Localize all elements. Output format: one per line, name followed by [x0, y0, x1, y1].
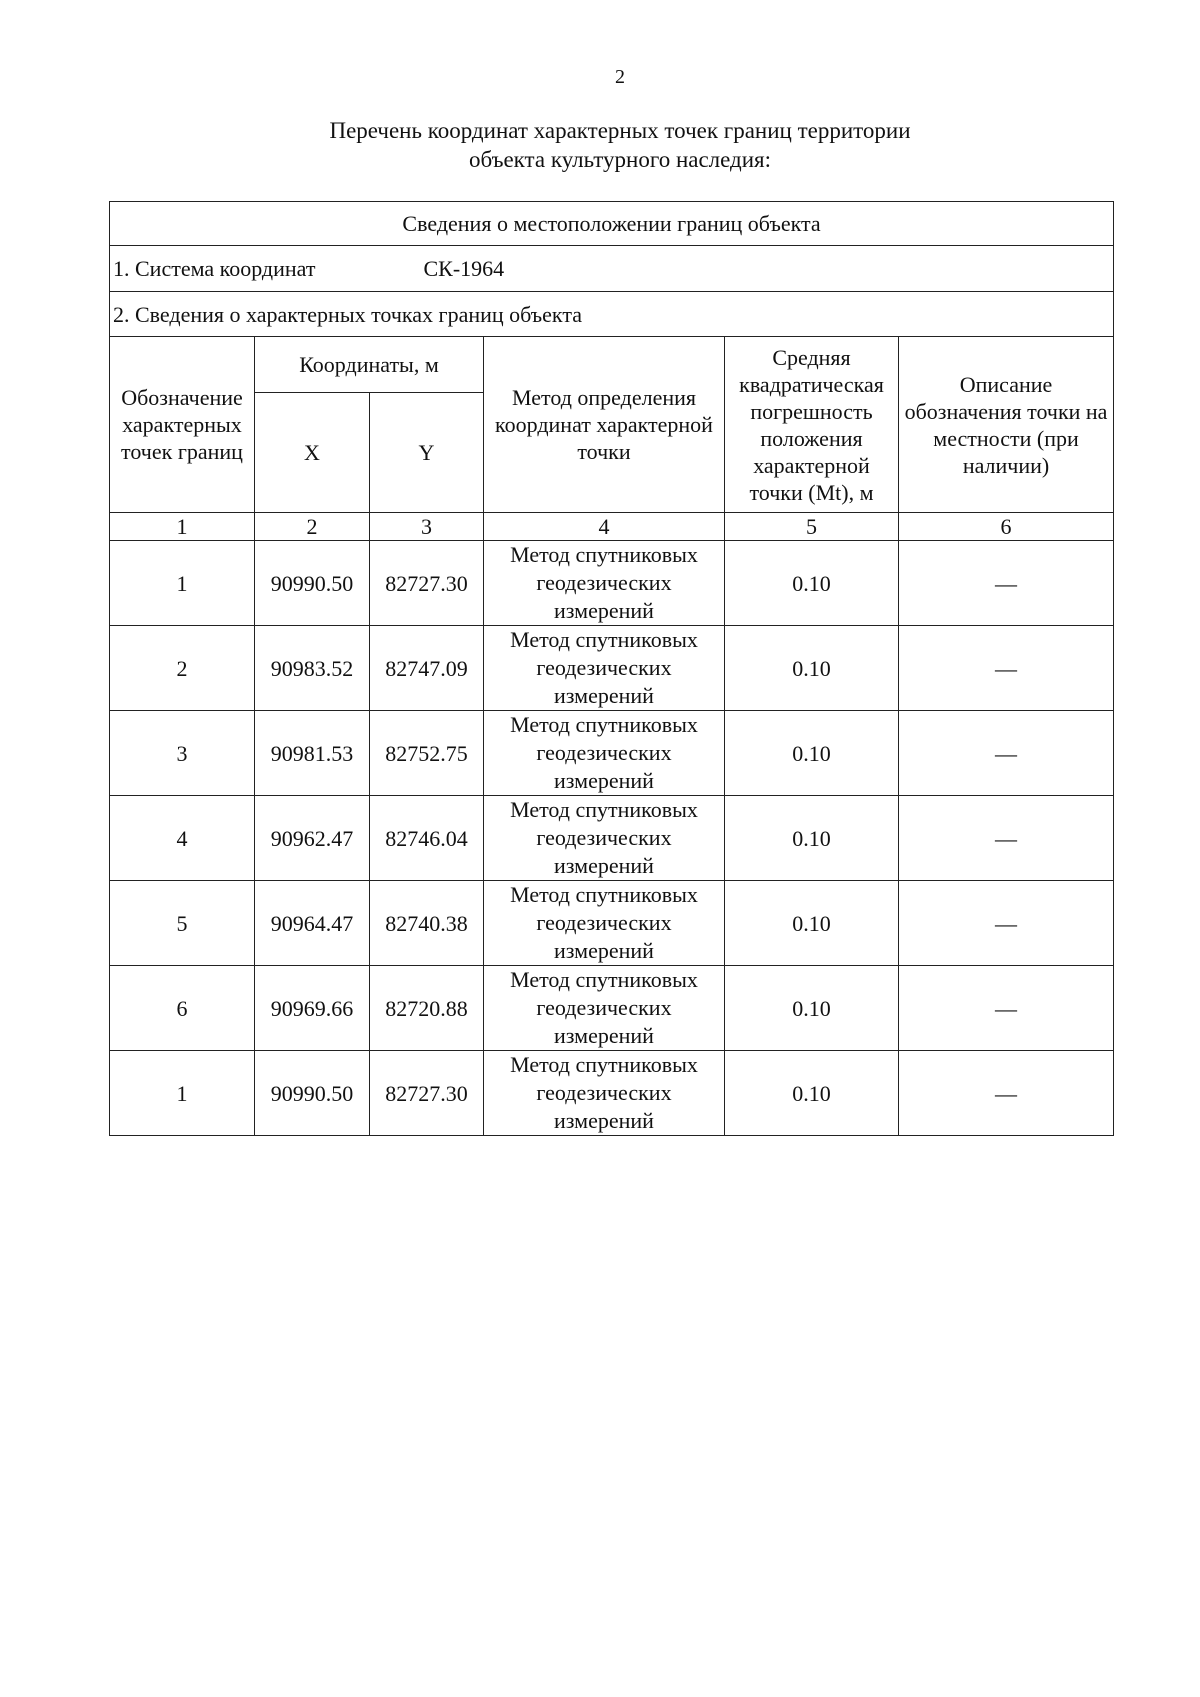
y-coordinate: 82740.38: [370, 881, 484, 966]
y-coordinate: 82747.09: [370, 626, 484, 711]
error-cell: 0.10: [725, 966, 899, 1051]
header-error: Средняя квадратическая погрешность положения характерной точки (Mt), м: [725, 337, 899, 513]
document-title-line-1: Перечень координат характерных точек границ территории: [329, 118, 911, 143]
table-row: [110, 1051, 1114, 1136]
y-coordinate: 82727.30: [370, 541, 484, 626]
point-number: 1: [110, 541, 255, 626]
y-coordinate: 82746.04: [370, 796, 484, 881]
column-number: 2: [255, 513, 370, 541]
column-number: 1: [110, 513, 255, 541]
point-number: 2: [110, 626, 255, 711]
point-number: 5: [110, 881, 255, 966]
table-row: [110, 711, 1114, 796]
column-number-row: [110, 513, 1114, 541]
error-cell: 0.10: [725, 541, 899, 626]
table-row: [110, 626, 1114, 711]
page-number: 2: [615, 66, 625, 88]
point-number: 1: [110, 1051, 255, 1136]
coordinates-table: [109, 201, 1114, 1136]
y-coordinate: 82720.88: [370, 966, 484, 1051]
table-row: [110, 966, 1114, 1051]
x-coordinate: 90962.47: [255, 796, 370, 881]
method-cell: Метод спутниковых геодезических измерений: [484, 1051, 725, 1136]
table-row: [110, 541, 1114, 626]
header-method: Метод определения координат характерной точки: [484, 337, 725, 513]
description-cell: —: [899, 626, 1114, 711]
table-row: [110, 796, 1114, 881]
description-cell: —: [899, 881, 1114, 966]
header-x: X: [255, 393, 370, 513]
column-number: 6: [899, 513, 1114, 541]
column-number: 5: [725, 513, 899, 541]
method-cell: Метод спутниковых геодезических измерений: [484, 796, 725, 881]
header-designation: Обозначение характерных точек границ: [110, 337, 255, 513]
y-coordinate: 82752.75: [370, 711, 484, 796]
points-header: 2. Сведения о характерных точках границ объекта: [110, 292, 1114, 337]
column-number: 4: [484, 513, 725, 541]
x-coordinate: 90983.52: [255, 626, 370, 711]
error-cell: 0.10: [725, 711, 899, 796]
coordinate-system-value: СК-1964: [423, 256, 505, 281]
method-cell: Метод спутниковых геодезических измерений: [484, 541, 725, 626]
point-number: 4: [110, 796, 255, 881]
description-cell: —: [899, 966, 1114, 1051]
y-coordinate: 82727.30: [370, 1051, 484, 1136]
header-y: Y: [370, 393, 484, 513]
table-row: [110, 881, 1114, 966]
x-coordinate: 90990.50: [255, 1051, 370, 1136]
header-description: Описание обозначения точки на местности (при наличии): [899, 337, 1114, 513]
description-cell: —: [899, 796, 1114, 881]
description-cell: —: [899, 711, 1114, 796]
point-number: 6: [110, 966, 255, 1051]
coordinate-system-label: 1. Система координат: [113, 256, 316, 281]
point-number: 3: [110, 711, 255, 796]
column-number: 3: [370, 513, 484, 541]
method-cell: Метод спутниковых геодезических измерений: [484, 711, 725, 796]
section-header: Сведения о местоположении границ объекта: [110, 202, 1114, 246]
error-cell: 0.10: [725, 881, 899, 966]
x-coordinate: 90969.66: [255, 966, 370, 1051]
x-coordinate: 90981.53: [255, 711, 370, 796]
header-coordinates: Координаты, м: [255, 337, 484, 393]
coordinate-system-row: [110, 246, 1114, 292]
error-cell: 0.10: [725, 1051, 899, 1136]
method-cell: Метод спутниковых геодезических измерений: [484, 626, 725, 711]
x-coordinate: 90990.50: [255, 541, 370, 626]
document-title-line-2: объекта культурного наследия:: [468, 147, 772, 172]
description-cell: —: [899, 541, 1114, 626]
error-cell: 0.10: [725, 796, 899, 881]
method-cell: Метод спутниковых геодезических измерений: [484, 966, 725, 1051]
description-cell: —: [899, 1051, 1114, 1136]
document-title: [0, 116, 1200, 174]
method-cell: Метод спутниковых геодезических измерений: [484, 881, 725, 966]
error-cell: 0.10: [725, 626, 899, 711]
x-coordinate: 90964.47: [255, 881, 370, 966]
